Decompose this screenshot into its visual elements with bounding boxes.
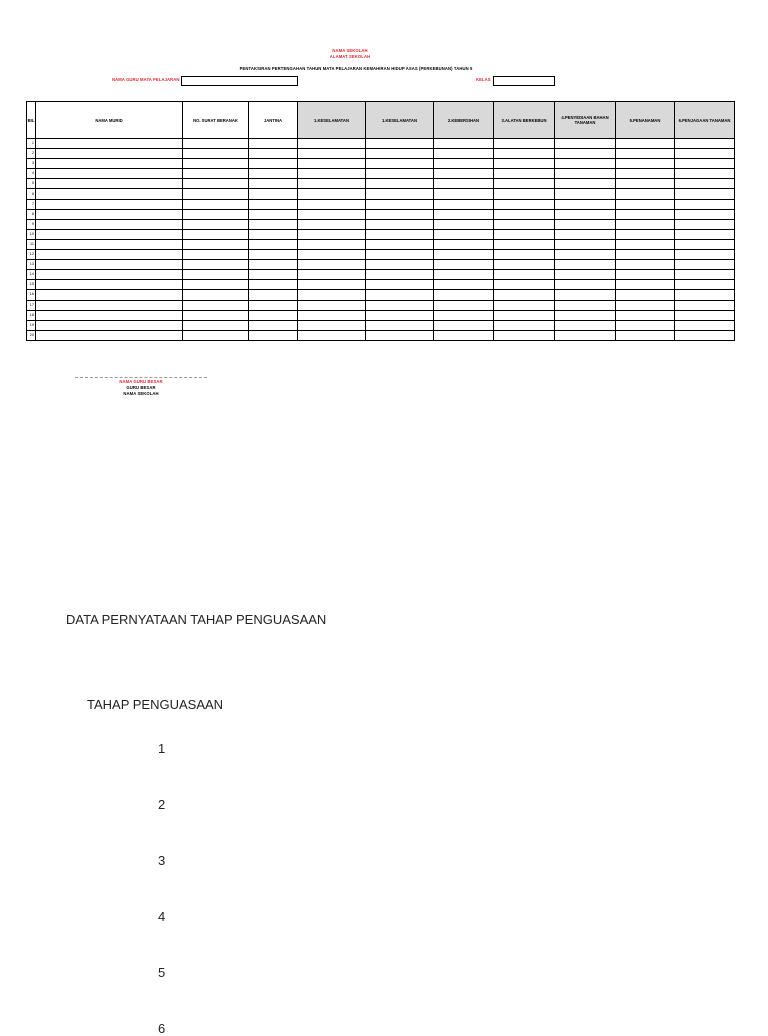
- table-cell[interactable]: [36, 139, 183, 149]
- table-body: [27, 139, 735, 341]
- row-number: 11: [27, 239, 36, 249]
- table-cell[interactable]: [366, 209, 434, 219]
- table-cell[interactable]: [616, 330, 675, 340]
- table-row: [27, 189, 735, 199]
- table-cell[interactable]: [616, 290, 675, 300]
- table-cell[interactable]: [298, 229, 366, 239]
- table-row: [27, 159, 735, 169]
- school-name: NAMA SEKOLAH: [332, 48, 368, 53]
- table-cell[interactable]: [249, 189, 298, 199]
- table-header-row: [27, 102, 735, 139]
- row-number: 5: [27, 179, 36, 189]
- column-header: 1.KESELAMATAN: [298, 102, 366, 139]
- table-cell[interactable]: [616, 239, 675, 249]
- table-cell[interactable]: [555, 310, 616, 320]
- table-cell[interactable]: [183, 219, 249, 229]
- table-cell[interactable]: [555, 169, 616, 179]
- table-cell[interactable]: [675, 149, 735, 159]
- table-cell[interactable]: [298, 199, 366, 209]
- table-cell[interactable]: [555, 330, 616, 340]
- table-cell[interactable]: [494, 139, 555, 149]
- table-cell[interactable]: [183, 189, 249, 199]
- column-header: 2.KEBERSIHAN: [434, 102, 494, 139]
- table-cell[interactable]: [298, 159, 366, 169]
- table-cell[interactable]: [366, 310, 434, 320]
- table-cell[interactable]: [249, 139, 298, 149]
- row-number: 7: [27, 199, 36, 209]
- table-cell[interactable]: [36, 330, 183, 340]
- table-cell[interactable]: [675, 310, 735, 320]
- table-cell[interactable]: [555, 179, 616, 189]
- table-cell[interactable]: [555, 209, 616, 219]
- row-number: 2: [27, 149, 36, 159]
- table-cell[interactable]: [494, 300, 555, 310]
- table-cell[interactable]: [434, 199, 494, 209]
- table-cell[interactable]: [36, 149, 183, 159]
- table-cell[interactable]: [366, 239, 434, 249]
- school-address: ALAMAT SEKOLAH: [329, 54, 371, 59]
- row-number: 18: [27, 310, 36, 320]
- column-header: 6.PENJAGAAN TANAMAN: [675, 102, 735, 139]
- table-cell[interactable]: [366, 280, 434, 290]
- table-cell[interactable]: [675, 330, 735, 340]
- table-cell[interactable]: [675, 169, 735, 179]
- table-cell[interactable]: [616, 219, 675, 229]
- table-cell[interactable]: [555, 239, 616, 249]
- headmaster-role: GURU BESAR: [126, 385, 156, 390]
- table-cell[interactable]: [675, 260, 735, 270]
- table-cell[interactable]: [434, 239, 494, 249]
- table-cell[interactable]: [434, 229, 494, 239]
- table-row: [27, 260, 735, 270]
- table-cell[interactable]: [555, 229, 616, 239]
- table-cell[interactable]: [36, 169, 183, 179]
- table-cell[interactable]: [494, 330, 555, 340]
- table-cell[interactable]: [183, 239, 249, 249]
- table-cell[interactable]: [434, 250, 494, 260]
- headmaster-name: NAMA GURU BESAR: [119, 379, 163, 384]
- table-cell[interactable]: [36, 209, 183, 219]
- table-cell[interactable]: [616, 199, 675, 209]
- table-cell[interactable]: [494, 149, 555, 159]
- document-title: PENTAKSIRAN PERTENGAHAN TAHUN MATA PELAJARAN KEMAHIRAN HIDUP ASAS (PERKEBUNAN) TAHUN 5: [239, 66, 473, 71]
- table-cell[interactable]: [249, 290, 298, 300]
- table-cell[interactable]: [555, 300, 616, 310]
- table-cell[interactable]: [366, 250, 434, 260]
- table-cell[interactable]: [249, 229, 298, 239]
- table-cell[interactable]: [36, 300, 183, 310]
- table-cell[interactable]: [675, 229, 735, 239]
- table-cell[interactable]: [36, 290, 183, 300]
- table-cell[interactable]: [36, 239, 183, 249]
- table-cell[interactable]: [494, 239, 555, 249]
- table-cell[interactable]: [494, 189, 555, 199]
- table-cell[interactable]: [616, 209, 675, 219]
- table-cell[interactable]: [494, 209, 555, 219]
- table-cell[interactable]: [366, 229, 434, 239]
- table-cell[interactable]: [616, 250, 675, 260]
- table-cell[interactable]: [434, 310, 494, 320]
- mastery-level-number: 6: [158, 1021, 166, 1036]
- row-number: 19: [27, 320, 36, 330]
- table-cell[interactable]: [249, 209, 298, 219]
- table-cell[interactable]: [494, 219, 555, 229]
- table-cell[interactable]: [616, 310, 675, 320]
- table-cell[interactable]: [366, 159, 434, 169]
- class-label: KELAS: [476, 77, 491, 82]
- table-cell[interactable]: [36, 260, 183, 270]
- table-cell[interactable]: [298, 139, 366, 149]
- table-cell[interactable]: [298, 310, 366, 320]
- table-cell[interactable]: [555, 290, 616, 300]
- table-cell[interactable]: [555, 280, 616, 290]
- row-number: 9: [27, 219, 36, 229]
- column-header: 3.ALATAN BERKEBUN: [494, 102, 555, 139]
- mastery-level-number: 2: [158, 797, 166, 812]
- table-cell[interactable]: [494, 179, 555, 189]
- table-cell[interactable]: [36, 179, 183, 189]
- table-cell[interactable]: [494, 280, 555, 290]
- table-cell[interactable]: [183, 260, 249, 270]
- table-cell[interactable]: [366, 320, 434, 330]
- column-header: NAMA MURID: [36, 102, 183, 139]
- table-cell[interactable]: [36, 280, 183, 290]
- table-cell[interactable]: [555, 189, 616, 199]
- column-header: JANTINA: [249, 102, 298, 139]
- table-cell[interactable]: [183, 250, 249, 260]
- table-cell[interactable]: [183, 270, 249, 280]
- table-cell[interactable]: [366, 270, 434, 280]
- table-cell[interactable]: [249, 260, 298, 270]
- table-cell[interactable]: [675, 219, 735, 229]
- table-cell[interactable]: [36, 250, 183, 260]
- table-cell[interactable]: [616, 179, 675, 189]
- table-row: [27, 280, 735, 290]
- table-cell[interactable]: [249, 199, 298, 209]
- table-row: [27, 139, 735, 149]
- table-cell[interactable]: [434, 280, 494, 290]
- row-number: 14: [27, 270, 36, 280]
- table-cell[interactable]: [249, 179, 298, 189]
- table-cell[interactable]: [36, 189, 183, 199]
- table-cell[interactable]: [249, 320, 298, 330]
- table-cell[interactable]: [675, 250, 735, 260]
- mastery-level-number: 4: [158, 909, 166, 924]
- row-number: 15: [27, 280, 36, 290]
- table-cell[interactable]: [494, 169, 555, 179]
- table-cell[interactable]: [616, 149, 675, 159]
- row-number: 3: [27, 159, 36, 169]
- table-cell[interactable]: [183, 209, 249, 219]
- row-number: 17: [27, 300, 36, 310]
- table-cell[interactable]: [494, 159, 555, 169]
- table-cell[interactable]: [616, 320, 675, 330]
- row-number: 13: [27, 260, 36, 270]
- table-cell[interactable]: [616, 300, 675, 310]
- table-row: [27, 290, 735, 300]
- table-row: [27, 300, 735, 310]
- table-cell[interactable]: [298, 169, 366, 179]
- table-cell[interactable]: [494, 229, 555, 239]
- table-cell[interactable]: [366, 260, 434, 270]
- table-cell[interactable]: [249, 280, 298, 290]
- table-cell[interactable]: [494, 290, 555, 300]
- row-number: 10: [27, 229, 36, 239]
- table-cell[interactable]: [555, 199, 616, 209]
- table-cell[interactable]: [494, 310, 555, 320]
- table-cell[interactable]: [616, 159, 675, 169]
- table-cell[interactable]: [434, 219, 494, 229]
- column-header: BIL: [27, 102, 36, 139]
- table-cell[interactable]: [675, 300, 735, 310]
- table-cell[interactable]: [36, 270, 183, 280]
- table-row: [27, 270, 735, 280]
- signature-line: [75, 377, 207, 378]
- table-cell[interactable]: [494, 250, 555, 260]
- table-row: [27, 310, 735, 320]
- column-header: NO. SURAT BERANAK: [183, 102, 249, 139]
- table-row: [27, 229, 735, 239]
- table-cell[interactable]: [366, 179, 434, 189]
- table-cell[interactable]: [675, 159, 735, 169]
- teacher-label: NAMA GURU MATA PELAJARAN: [112, 77, 180, 82]
- table-cell[interactable]: [675, 179, 735, 189]
- table-cell[interactable]: [434, 139, 494, 149]
- table-cell[interactable]: [183, 199, 249, 209]
- table-cell[interactable]: [555, 320, 616, 330]
- table-cell[interactable]: [434, 270, 494, 280]
- table-cell[interactable]: [434, 300, 494, 310]
- table-cell[interactable]: [366, 169, 434, 179]
- table-cell[interactable]: [249, 300, 298, 310]
- table-row: [27, 179, 735, 189]
- table-cell[interactable]: [616, 260, 675, 270]
- table-cell[interactable]: [36, 310, 183, 320]
- column-header: 5.PENANAMAN: [616, 102, 675, 139]
- table-cell[interactable]: [36, 219, 183, 229]
- table-cell[interactable]: [183, 320, 249, 330]
- table-cell[interactable]: [366, 189, 434, 199]
- table-row: [27, 320, 735, 330]
- table-cell[interactable]: [249, 270, 298, 280]
- table-cell[interactable]: [555, 270, 616, 280]
- table-cell[interactable]: [298, 260, 366, 270]
- table-cell[interactable]: [434, 159, 494, 169]
- table-cell[interactable]: [298, 270, 366, 280]
- table-cell[interactable]: [494, 199, 555, 209]
- table-cell[interactable]: [298, 209, 366, 219]
- table-cell[interactable]: [298, 250, 366, 260]
- table-cell[interactable]: [555, 149, 616, 159]
- table-cell[interactable]: [494, 320, 555, 330]
- table-cell[interactable]: [298, 239, 366, 249]
- table-cell[interactable]: [183, 290, 249, 300]
- table-cell[interactable]: [298, 330, 366, 340]
- table-cell[interactable]: [249, 239, 298, 249]
- table-cell[interactable]: [298, 290, 366, 300]
- mastery-level-number: 5: [158, 965, 166, 980]
- table-cell[interactable]: [675, 320, 735, 330]
- table-row: [27, 169, 735, 179]
- table-cell[interactable]: [675, 189, 735, 199]
- table-cell[interactable]: [555, 250, 616, 260]
- table-cell[interactable]: [36, 159, 183, 169]
- table-row: [27, 149, 735, 159]
- table-cell[interactable]: [366, 219, 434, 229]
- table-cell[interactable]: [249, 250, 298, 260]
- table-cell[interactable]: [434, 189, 494, 199]
- row-number: 1: [27, 139, 36, 149]
- table-cell[interactable]: [434, 320, 494, 330]
- table-cell[interactable]: [249, 149, 298, 159]
- row-number: 16: [27, 290, 36, 300]
- table-cell[interactable]: [298, 189, 366, 199]
- column-header: 4.PENYEDIAAN BAHAN TANAMAN: [555, 102, 616, 139]
- mastery-level-number: 1: [158, 741, 166, 756]
- table-cell[interactable]: [555, 260, 616, 270]
- table-cell[interactable]: [616, 270, 675, 280]
- table-row: [27, 209, 735, 219]
- row-number: 4: [27, 169, 36, 179]
- table-cell[interactable]: [249, 310, 298, 320]
- table-cell[interactable]: [249, 169, 298, 179]
- table-cell[interactable]: [616, 169, 675, 179]
- table-cell[interactable]: [298, 219, 366, 229]
- table-cell[interactable]: [36, 229, 183, 239]
- table-cell[interactable]: [183, 280, 249, 290]
- table-cell[interactable]: [555, 219, 616, 229]
- class-field[interactable]: [493, 76, 555, 86]
- table-cell[interactable]: [434, 179, 494, 189]
- row-number: 20: [27, 330, 36, 340]
- table-cell[interactable]: [183, 169, 249, 179]
- table-cell[interactable]: [434, 330, 494, 340]
- table-cell[interactable]: [298, 280, 366, 290]
- table-cell[interactable]: [249, 219, 298, 229]
- table-cell[interactable]: [675, 199, 735, 209]
- table-cell[interactable]: [616, 280, 675, 290]
- table-cell[interactable]: [366, 149, 434, 159]
- table-cell[interactable]: [183, 229, 249, 239]
- table-cell[interactable]: [183, 330, 249, 340]
- table-cell[interactable]: [36, 320, 183, 330]
- row-number: 8: [27, 209, 36, 219]
- row-number: 12: [27, 250, 36, 260]
- mastery-level-heading: TAHAP PENGUASAAN: [87, 697, 224, 712]
- table-cell[interactable]: [675, 270, 735, 280]
- mastery-level-number: 3: [158, 853, 166, 868]
- table-cell[interactable]: [298, 320, 366, 330]
- table-cell[interactable]: [675, 209, 735, 219]
- table-cell[interactable]: [434, 290, 494, 300]
- table-cell[interactable]: [36, 199, 183, 209]
- table-cell[interactable]: [183, 300, 249, 310]
- table-cell[interactable]: [366, 199, 434, 209]
- table-cell[interactable]: [366, 300, 434, 310]
- table-row: [27, 250, 735, 260]
- table-cell[interactable]: [434, 169, 494, 179]
- table-cell[interactable]: [616, 139, 675, 149]
- table-cell[interactable]: [249, 159, 298, 169]
- table-cell[interactable]: [434, 260, 494, 270]
- table-cell[interactable]: [366, 330, 434, 340]
- table-cell[interactable]: [249, 330, 298, 340]
- table-cell[interactable]: [494, 260, 555, 270]
- table-cell[interactable]: [434, 149, 494, 159]
- table-row: [27, 219, 735, 229]
- table-row: [27, 330, 735, 340]
- data-section-heading: DATA PERNYATAAN TAHAP PENGUASAAN: [66, 612, 327, 627]
- row-number: 6: [27, 189, 36, 199]
- table-cell[interactable]: [183, 179, 249, 189]
- table-cell[interactable]: [675, 139, 735, 149]
- table-cell[interactable]: [366, 290, 434, 300]
- column-header: 1.KESELAMATAN: [366, 102, 434, 139]
- signature-school-name: NAMA SEKOLAH: [123, 391, 159, 396]
- table-cell[interactable]: [183, 149, 249, 159]
- table-cell[interactable]: [555, 139, 616, 149]
- table-cell[interactable]: [183, 310, 249, 320]
- table-cell[interactable]: [298, 149, 366, 159]
- table-row: [27, 239, 735, 249]
- table-cell[interactable]: [494, 270, 555, 280]
- table-cell[interactable]: [675, 290, 735, 300]
- table-cell[interactable]: [555, 159, 616, 169]
- table-cell[interactable]: [675, 239, 735, 249]
- table-cell[interactable]: [675, 280, 735, 290]
- assessment-table: [26, 101, 735, 341]
- table-cell[interactable]: [434, 209, 494, 219]
- table-cell[interactable]: [298, 300, 366, 310]
- table-cell[interactable]: [366, 139, 434, 149]
- teacher-name-field[interactable]: [181, 76, 298, 86]
- table-cell[interactable]: [183, 139, 249, 149]
- table-cell[interactable]: [183, 159, 249, 169]
- table-cell[interactable]: [616, 229, 675, 239]
- table-row: [27, 199, 735, 209]
- table-cell[interactable]: [298, 179, 366, 189]
- table-cell[interactable]: [616, 189, 675, 199]
